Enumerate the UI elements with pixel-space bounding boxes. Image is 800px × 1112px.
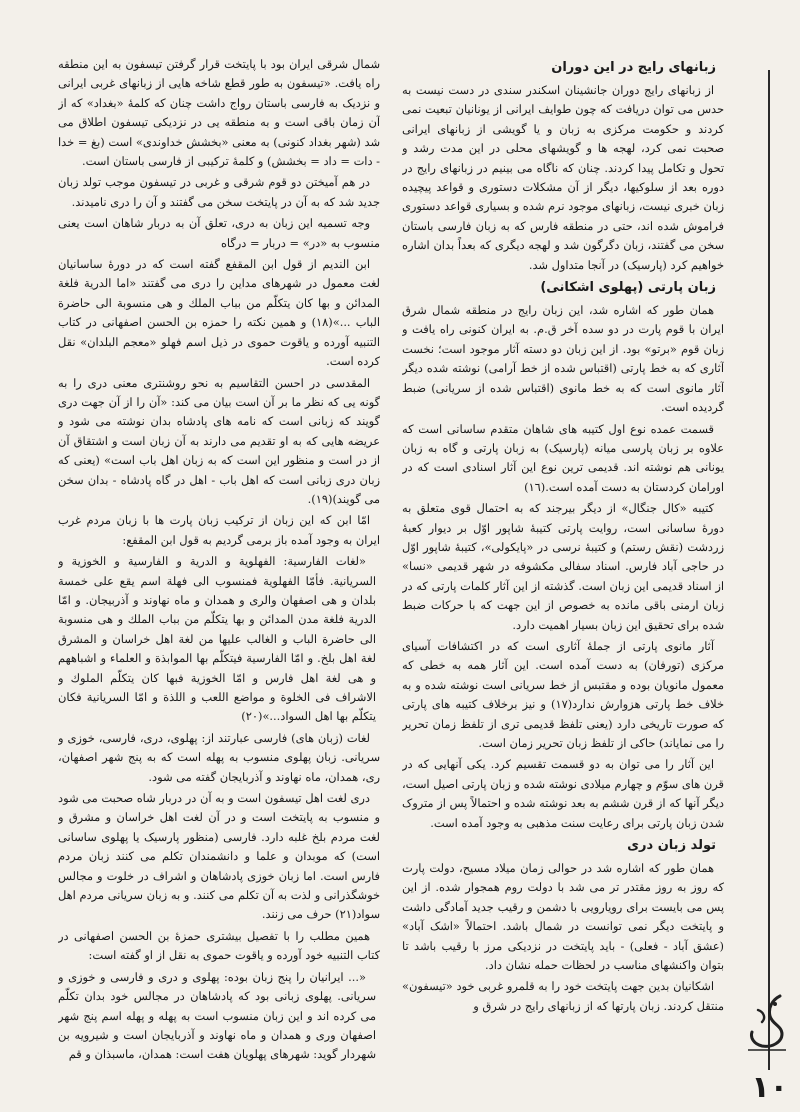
margin-rule: [768, 70, 770, 1070]
paragraph: امّا ابن که این زبان از ترکیب زبان پارت ها با زبان مردم غرب ایران به وجود آمده باز برمی گردیم به قول ابن المقفع:: [58, 513, 380, 547]
paragraph: در هم آمیختن دو قوم شرقی و غربی در تیسفون موجب تولد زبان جدید شد که به آن در پایتخت سخن می گفتند و آن را دری نامیدند.: [58, 175, 380, 209]
paragraph: آثار مانوی پارتی از جملهٔ آثاری است که در اکتشافات آسیای مرکزی (تورفان) به دست آمده است. این آثار همه به خطی که معمول مانویان بوده و مقتبس از خط سریانی است نوشته شده و به خلاف خط پارتی هزوارش ندارد(١٧) و نیز برخلاف کتیبه های پارتی که صورت تاریخی دارد (یعنی تلفظ قدیمی تری از تلفظ زمان تحریر را می نمایاند) حاکی از تلفظ زبان تحریر زمان است.: [402, 638, 724, 750]
paragraph: وجه تسمیه این زبان به دری، تعلق آن به دربار شاهان است یعنی منسوب به «در» = دربار = درگاه: [58, 216, 380, 250]
paragraph: ابن الندیم از قول ابن المقفع گفته است که در دورهٔ ساسانیان لغت معمول در شهرهای مداین را دری می گفتند «اما الدرية فلغة المدائن و بها كان يتكلّم من بباب الملك و هى منسوبة الى حاضرة الباب ...»(١٨) و همین نکته را حمزه بن الحسن اصفهانی در کتاب التنبیه آورده و یاقوت حموی در ذیل اسم فهلو «معجم البلدان» نقل کرده است.: [58, 257, 380, 369]
paragraph: از زبانهای رایج دوران جانشینان اسکندر سندی در دست نیست به حدس می توان دریافت که چون طوایف ایرانی از یونانیان تبعیت نمی کردند و حکومت مرکزی به زبان و یا گویشی از زبانهای ایرانی صحبت نمی کرد، لهجه ها و گویشهای محلی در این مدت رشد و تحول و تکامل پیدا کردند. چنان که ناگاه می بینیم در زبانهای رایج در دوره بعد از سلوکیها، دیگر از آن مشکلات دستوری و قواعد پیچیده زبان خبری نیست، زبانهای موجود نرم شده و بسیاری قواعد دستوری فراموش شده اند، حتی در منطقه فارس که به زبان فارسی باستان سخن می گفتند، زبان دگرگون شد و لهجه دیگری که بعداً بدان اشاره خواهیم کرد (پارسیک) در آنجا متداول شد.: [402, 83, 724, 272]
column-right: [402, 55, 724, 1095]
paragraph: همین مطلب را با تفصیل بیشتری حمزهٔ بن الحسن اصفهانی در کتاب التنبیه خود آورده و یاقوت حموی به نقل از او گفته است:: [58, 928, 380, 963]
column-left: [58, 55, 380, 1095]
paragraph: اشکانیان بدین جهت پایتخت خود را به قلمرو غربی خود «تیسفون» منتقل کردند. زبان پارتها که از زبانهای رایج در شرق و: [402, 979, 724, 1013]
section-title-dari: تولد زبان دری: [627, 838, 716, 854]
paragraph: دری لغت اهل تیسفون است و به آن در دربار شاه صحبت می شود و منسوب به پایتخت است و در آن لغت اهل خراسان و مشرق و لغت مردم بلخ غلبه دارد. فارسی (منظور پارسیک یا پهلوی ساسانی است) که موبدان و علما و دانشمندان تکلم می کنند زبان مردم فارس است. اما زبان خوزی پادشاهان و اشراف در خلوت و مجالس خوشگذرانی و لذت به آن تکلم می کنند. و به زبان سریانی مردم اهل سواد(٢١) حرف می زنند.: [58, 791, 380, 922]
paragraph: لغات (زبان های) فارسی عبارتند از: پهلوی، دری، فارسی، خوزی و سریانی. زبان پهلوی منسوب به پهله است که به پنج شهر اصفهان، ری، همدان، ماه نهاوند و آذربایجان گفته می شود.: [58, 730, 380, 784]
quote: «... ایرانیان را پنج زبان بوده: پهلوی و دری و فارسی و خوزی و سریانی. پهلوی زبانی بود که پادشاهان در مجالس خود بدان تکلّم می کرده اند و این زبان منسوب است به پهله و پهله اسم پنج شهر اصفهان وری و همدان و ماه نهاوند و آذربایجان است و شیرویه بن شهردار گوید: شهرهای پهلویان هفت است: همدان، ماسبذان و قم: [58, 969, 376, 1062]
arabic-quote: «لغات الفارسية: الفهلوية و الدرية و الفارسية و الخوزية و السريانية. فأمّا الفهلوية فمنسوب الى فهلة اسم يقع على خمسة بلدان و هى اصفهان والرى و همدان و ماه نهاوند و آذربيجان. و امّا الدرية فلغة مدن المدائن و بها يتكلّم من بباب الملك و هى منسوبة الى حاضرة الباب و الغالب عليها من لغة اهل خراسان و المشرق لغة اهل بلخ. و امّا الفارسية فيتكلّم بها الموابذة و العلماء و اشباههم و هى لغة اهل فارس و امّا الخوزية فبها كان يتكلّم الملوك و الاشراف فى الخلوة و مواضع اللعب و اللذة و امّا السريانية فكان يتكلّم بها اهل السواد...»(٢٠): [58, 554, 376, 724]
paragraph: قسمت عمده نوع اول کتیبه های شاهان متقدم ساسانی است که علاوه بر زبان پارسی میانه (پارسیک) به زبان پارتی و گاه به زبان یونانی هم نوشته اند. قدیمی ترین نوع این آثار اسنادی است که در اورامان کردستان به دست آمده است.(١٦): [402, 421, 724, 494]
section-title-parthian: زبان پارتی (پهلوی اشکانی): [540, 280, 716, 296]
paragraph: همان طور که اشاره شد در حوالی زمان میلاد مسیح، دولت پارت که روز به روز مقتدر تر می شد با دولت روم همجوار شده. از این پس می بایست برای رویارویی با دشمن و رقیب جدید آمادگی داشت و پایتخت دیگر نمی توانست در شمال باشد. احتمالاً «اشک آباد» (عشق آباد - فعلی) - باید پایتخت در نزدیکی مرز با رقیب باشد تا بتوان واکنشهای مناسب در لحظات حمله نشان داد.: [402, 861, 724, 973]
paragraph: همان طور که اشاره شد، این زبان رایج در منطقه شمال شرق ایران با قوم پارت در دو سده آخر ق.م. به ایران کنونی راه یافت و زبان قوم «برتو» بود. از این زبان دو دسته آثار موجود است؛ نخست آثاری که به خط پارتی (اقتباس شده از خط آرامی) نوشته شده دیگر آثار مانوی است که به خط مانوی (اقتباس شده از سریانی) ضبط گردیده است.: [402, 303, 724, 415]
page-margin: [738, 0, 800, 1112]
kerman-logo: [742, 990, 792, 1058]
paragraph: المقدسی در احسن التقاسیم به نحو روشنتری معنی دری را به گونه یی که نظر ما بر آن است بیان می کند: «آن را از آن جهت دری گویند که زبانی است که نامه های پادشاه بدان نوشته می شود و عریضه هایی که به او تقدیم می دارند به آن زبان است و اشتقاق آن از در است و منظور این است که به زبان اهل باب است» (یعنی که زبان دری زبانی است که اهل باب - اهل در گاه پادشاه - بدان سخن می گویند)(١٩).: [58, 375, 380, 506]
page-number: ١٠: [751, 1070, 788, 1105]
paragraph: کتیبه «کال جنگال» از دیگر بیرجند که به احتمال قوی متعلق به دورهٔ ساسانی است، روایت پارتی کتیبهٔ شاپور اوّل بر دیوار کعبهٔ زردشت (نقش رستم) و کتیبهٔ نرسی در «پایکولی»، کتیبهٔ شاپور اوّل در حاجی آباد فارس. اسناد سفالی مکشوفه در شهر قدیمی «نسا» از اسناد قدیمی این زبان است. گذشته از این آثار کلمات پارتی که در زبان ارمنی باقی مانده به خصوص از این جهت که با حرکات ضبط شده برای تحقیق این زبان بسیار اهمیت دارد.: [402, 501, 724, 632]
paragraph: این آثار را می توان به دو قسمت تقسیم کرد. یکی آنهایی که در قرن های سوّم و چهارم میلادی نوشته شده و زبان پارتی اصیل است، دیگر آنها که از قرن ششم به بعد نوشته شده و احتمالاً پس از متروک شدن زبان پارتی برای رعایت سنت مذهبی به وجود آمده است.: [402, 757, 724, 830]
paragraph: شمال شرقی ایران بود با پایتخت قرار گرفتن تیسفون به این منطقه راه یافت. «تیسفون به طور قطع شاخه هایی از زبانهای غربی ایرانی و نزدیک به فارسی باستان رواج داشت چنان که کلمهٔ «بغداد» که از آن زمان باقی است و به منطقه یی در نزدیکی تیسفون اطلاق می شد (شهر بغداد کنونی) به معنی «بخشش خداوندی» است (بغ = خدا - دات = داد = بخشش) و کلمهٔ ترکیبی از فارسی باستان است.: [58, 57, 380, 169]
section-title-languages: زبانهای رایج در این دوران: [551, 60, 716, 75]
